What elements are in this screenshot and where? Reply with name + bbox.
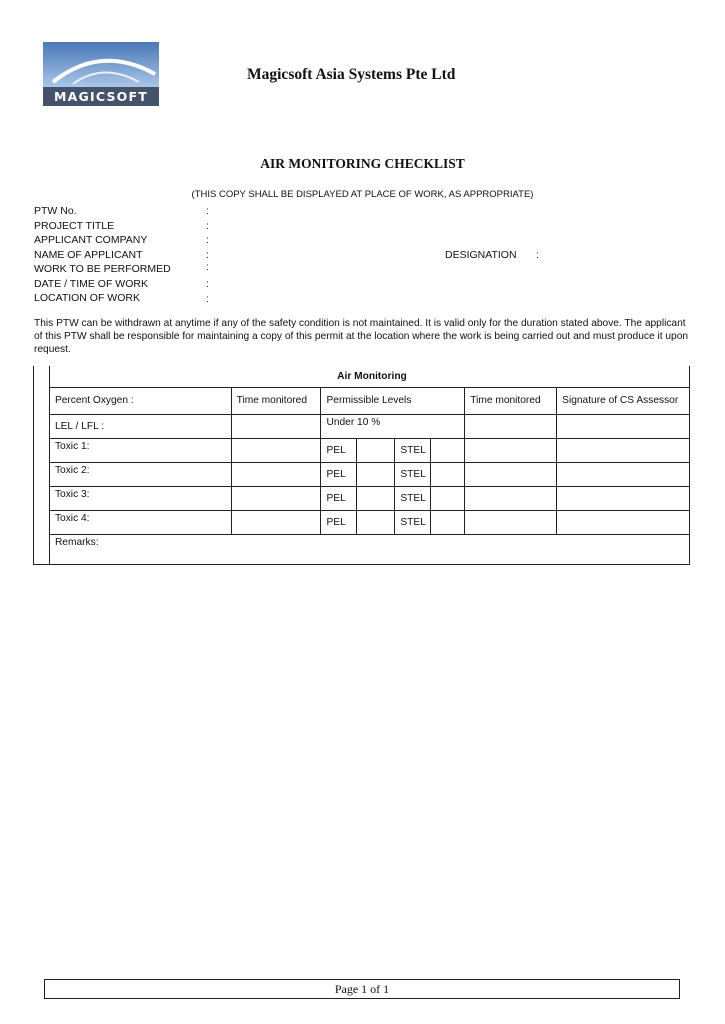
under-10-label: Under 10 % <box>321 414 465 438</box>
stel-label: STEL <box>395 438 431 462</box>
notice-paragraph: This PTW can be withdrawn at anytime if any of the safety condition is not maintained. It is valid only for the duration stated above. The applicant of this PTW shall be responsible for maintaining a copy of this permit at the location where the work is being carried out and must produce it upon request. <box>34 318 689 355</box>
stel-value-cell[interactable] <box>431 510 465 534</box>
table-cell[interactable] <box>557 510 690 534</box>
table-cell[interactable] <box>557 486 690 510</box>
field-colon: : <box>206 205 209 217</box>
time-monitored-header: Time monitored <box>231 387 321 414</box>
field-designation: DESIGNATION <box>445 249 517 261</box>
air-monitoring-table <box>33 366 690 565</box>
table-cell[interactable] <box>465 438 557 462</box>
field-colon: : <box>206 220 209 232</box>
toxic-3-label: Toxic 3: <box>49 486 231 510</box>
stel-label: STEL <box>395 486 431 510</box>
document-subtitle: (THIS COPY SHALL BE DISPLAYED AT PLACE OF WORK, AS APPROPRIATE) <box>191 189 534 200</box>
field-colon: : <box>206 278 209 290</box>
field-location-of-work: LOCATION OF WORK <box>34 292 140 304</box>
table-cell[interactable] <box>465 486 557 510</box>
field-date-time-of-work: DATE / TIME OF WORK <box>34 278 148 290</box>
pel-value-cell[interactable] <box>357 438 395 462</box>
stel-value-cell[interactable] <box>431 486 465 510</box>
field-name-of-applicant: NAME OF APPLICANT <box>34 249 143 261</box>
signature-header: Signature of CS Assessor <box>557 387 690 414</box>
toxic-1-label: Toxic 1: <box>49 438 231 462</box>
toxic-4-label: Toxic 4: <box>49 510 231 534</box>
table-cell[interactable] <box>231 510 321 534</box>
remarks-field[interactable]: Remarks: <box>49 534 689 564</box>
table-cell[interactable] <box>231 486 321 510</box>
table-cell[interactable] <box>231 462 321 486</box>
company-logo <box>43 42 159 106</box>
field-ptw-no: PTW No. <box>34 205 77 217</box>
field-colon: : <box>536 249 539 261</box>
table-cell[interactable] <box>557 438 690 462</box>
stel-value-cell[interactable] <box>431 438 465 462</box>
lel-lfl-label: LEL / LFL : <box>49 414 231 438</box>
table-cell[interactable] <box>465 414 557 438</box>
table-cell[interactable] <box>557 462 690 486</box>
pel-label: PEL <box>321 510 357 534</box>
stel-value-cell[interactable] <box>431 462 465 486</box>
table-cell[interactable] <box>465 510 557 534</box>
toxic-2-label: Toxic 2: <box>49 462 231 486</box>
table-cell[interactable] <box>231 414 321 438</box>
logo-arc-icon <box>43 42 159 87</box>
pel-label: PEL <box>321 438 357 462</box>
table-cell[interactable] <box>465 462 557 486</box>
pel-value-cell[interactable] <box>357 486 395 510</box>
field-work-to-be-performed: WORK TO BE PERFORMED <box>34 263 171 275</box>
pel-value-cell[interactable] <box>357 510 395 534</box>
table-cell[interactable] <box>557 414 690 438</box>
field-colon: : <box>206 293 209 305</box>
pel-label: PEL <box>321 462 357 486</box>
page-footer: Page 1 of 1 <box>44 979 680 999</box>
stel-label: STEL <box>395 510 431 534</box>
field-applicant-company: APPLICANT COMPANY <box>34 234 148 246</box>
field-colon: : <box>206 249 209 261</box>
table-heading: Air Monitoring <box>49 366 689 387</box>
logo-wordmark: MAGICSOFT <box>43 87 159 106</box>
percent-oxygen-label: Percent Oxygen : <box>49 387 231 414</box>
field-colon: : <box>206 234 209 246</box>
pel-value-cell[interactable] <box>357 462 395 486</box>
field-colon: : <box>206 261 209 273</box>
pel-label: PEL <box>321 486 357 510</box>
field-project-title: PROJECT TITLE <box>34 220 115 232</box>
table-cell[interactable] <box>231 438 321 462</box>
company-name: Magicsoft Asia Systems Pte Ltd <box>247 66 456 83</box>
permissible-levels-header: Permissible Levels <box>321 387 465 414</box>
stel-label: STEL <box>395 462 431 486</box>
document-title: AIR MONITORING CHECKLIST <box>260 156 465 171</box>
time-monitored-header: Time monitored <box>465 387 557 414</box>
